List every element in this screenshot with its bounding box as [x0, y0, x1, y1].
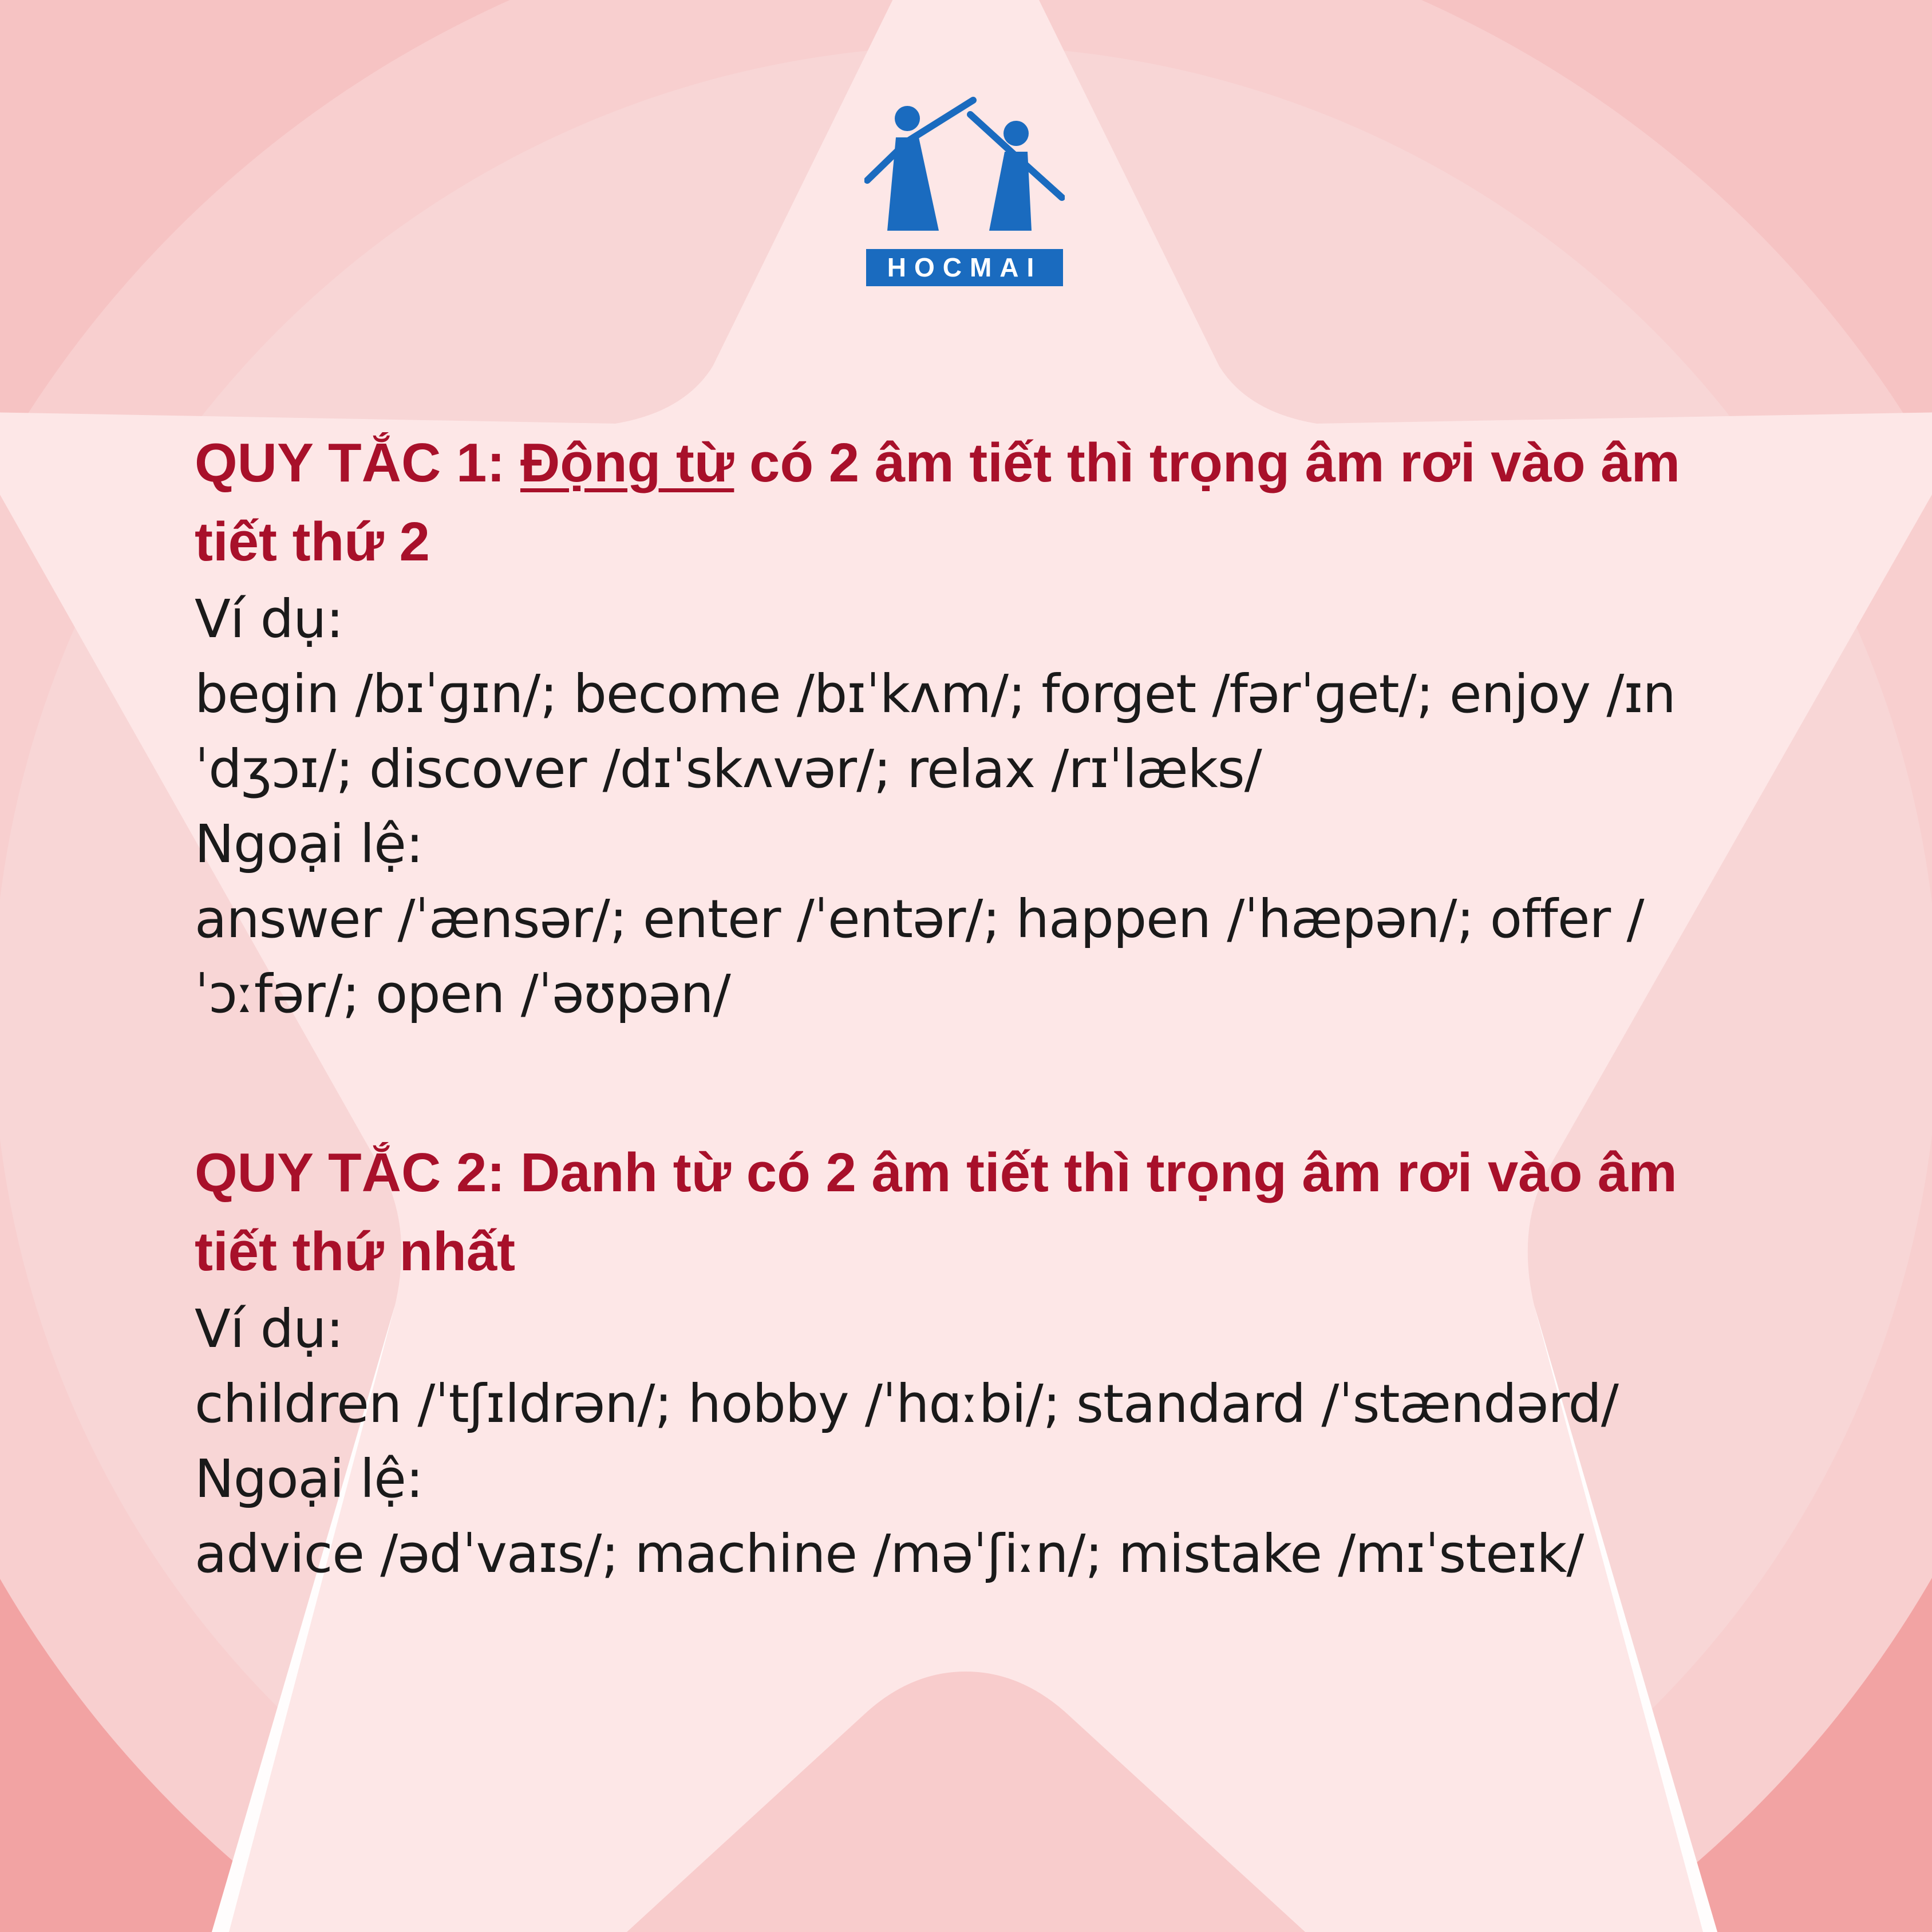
rule-2-exception-label: Ngoại lệ:: [195, 1448, 423, 1510]
rule-1: [195, 424, 1740, 1032]
rule-2: [195, 1133, 1740, 1591]
rule-1-examples: begin /bɪˈɡɪn/; become /bɪˈkʌm/; forget /fərˈɡet/; enjoy /ɪn ˈdʒɔɪ/; discover /dɪˈskʌvər/; relax /rɪˈlæks/: [195, 663, 1676, 800]
hocmai-logo: [864, 94, 1065, 289]
rule-2-title: QUY TẮC 2: Danh từ có 2 âm tiết thì trọng âm rơi vào âm tiết thứ nhất: [195, 1142, 1677, 1282]
rule-2-examples: children /ˈtʃɪldrən/; hobby /ˈhɑːbi/; standard /ˈstændərd/: [195, 1373, 1618, 1435]
rules-content: [195, 424, 1740, 1591]
rule-1-title-highlight: Động từ: [520, 432, 734, 493]
rule-1-title: QUY TẮC 1: Động từ có 2 âm tiết thì trọng âm rơi vào âm tiết thứ 2: [195, 432, 1680, 572]
rule-1-example-label: Ví dụ:: [195, 588, 343, 650]
rule-2-example-label: Ví dụ:: [195, 1298, 343, 1360]
logo-text: HOCMAI: [887, 252, 1042, 282]
rule-2-exceptions: advice /ədˈvaɪs/; machine /məˈʃiːn/; mistake /mɪˈsteɪk/: [195, 1523, 1584, 1585]
rule-1-exception-label: Ngoại lệ:: [195, 813, 423, 875]
rule-1-exceptions: answer /ˈænsər/; enter /ˈentər/; happen /ˈhæpən/; offer /ˈɔːfər/; open /ˈəʊpən/: [195, 888, 1644, 1025]
